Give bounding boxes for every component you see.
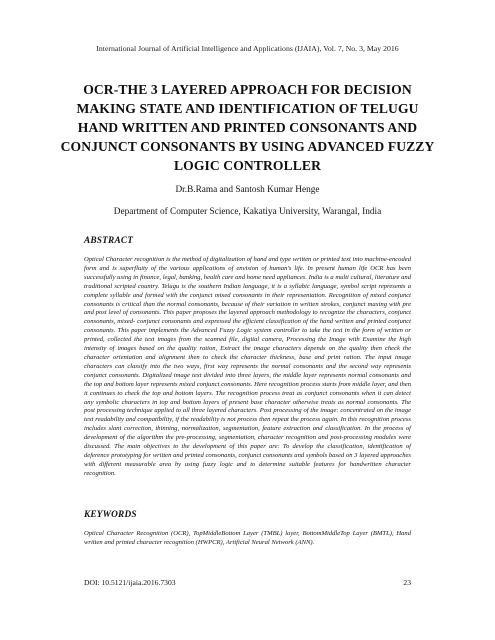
- journal-header: International Journal of Artificial Intelligence and Applications (IJAIA), Vol. 7, No. 3, May 2016: [96, 44, 399, 53]
- keywords-heading: KEYWORDS: [84, 510, 137, 520]
- page-number: 23: [403, 578, 411, 587]
- paper-affiliation: Department of Computer Science, Kakatiya University, Warangal, India: [113, 207, 382, 217]
- keywords-text: Optical Character Recognition (OCR), TopMiddleBottom Layer (TMBL) layer, BottomMiddleTop Layer (BMTL), Hand written and printed character recognition (HWPCR), Artificial Neural Network (ANN).: [84, 530, 411, 546]
- paper-title: OCR-THE 3 LAYERED APPROACH FOR DECISION MAKING STATE AND IDENTIFICATION OF TELUGU HAND WRITTEN AND PRINTED CONSONANTS AND CONJUNCT CONSONANTS BY USING ADVANCED FUZZY LOGIC CONTROLLER: [60, 82, 435, 173]
- abstract-heading: ABSTRACT: [84, 236, 134, 246]
- paper-authors: Dr.B.Rama and Santosh Kumar Henge: [175, 185, 320, 195]
- doi-footer: DOI: 10.5121/ijaia.2016.7303: [84, 578, 176, 587]
- abstract-text: Optical Character recognition is the method of digitalization of hand and type written or printed text into machine-encoded form and is superfluity of the various applications of envision of human's life. In present human life OCR has been successfully using in finance, legal, banking, health care and home need appliances. India is a multi cultural, literature and traditional scripted country. Telugu is the southern Indian language, it is a syllabic language, symbol script represents a complete syllable and formed with the conjunct mixed consonants in their representation. Recognition of mixed conjunct consonants is critical than the normal consonants, because of their variation in written strokes, conjunct maxing with pre and post level of consonants. This paper proposes the layered approach methodology to recognize the characters, conjunct consonants, mixed- conjunct consonants and expressed the efficient classification of the hand written and printed conjunct consonants. This paper implements the Advanced Fuzzy Logic system controller to take the text in the form of written or printed, collected the text images from the scanned file, digital camera, Processing the Image with Examine the high intensity of images based on the quality ration, Extract the image characters depends on the quality then check the character orientation and alignment then to check the character thickness, base and print ration. The input image characters can classify into the two ways, first way represents the normal consonants and the second way represents conjunct consonants. Digitalized image text divided into three layers, the middle layer represents normal consonants and the top and bottom layer represents mixed conjunct consonants. Here recognition process starts from middle layer, and then it continues to check the top and bottom layers. The recognition process treat as conjunct consonants when it can detect any symbolic characters in top and bottom layers of present base character otherwise treats as normal consonants. The post processing technique applied to all three layered characters. Post processing of the image: concentrated on the image text readability and compatibility, if the readability is not process then repeat the process again. In this recognition process includes slant correction, thinning, normalization, segmentation, feature extraction and classification. In the process of development of the algorithm the pre-processing, segmentation, character recognition and post-processing modules were discussed. The main objectives to the development of this paper are: To develop the classification, identification of deference prototyping for written and printed consonants, conjunct consonants and symbols based on 3 layered approaches with different measurable area by using fuzzy logic and to determine suitable features for handwritten character recognition.: [84, 256, 411, 477]
